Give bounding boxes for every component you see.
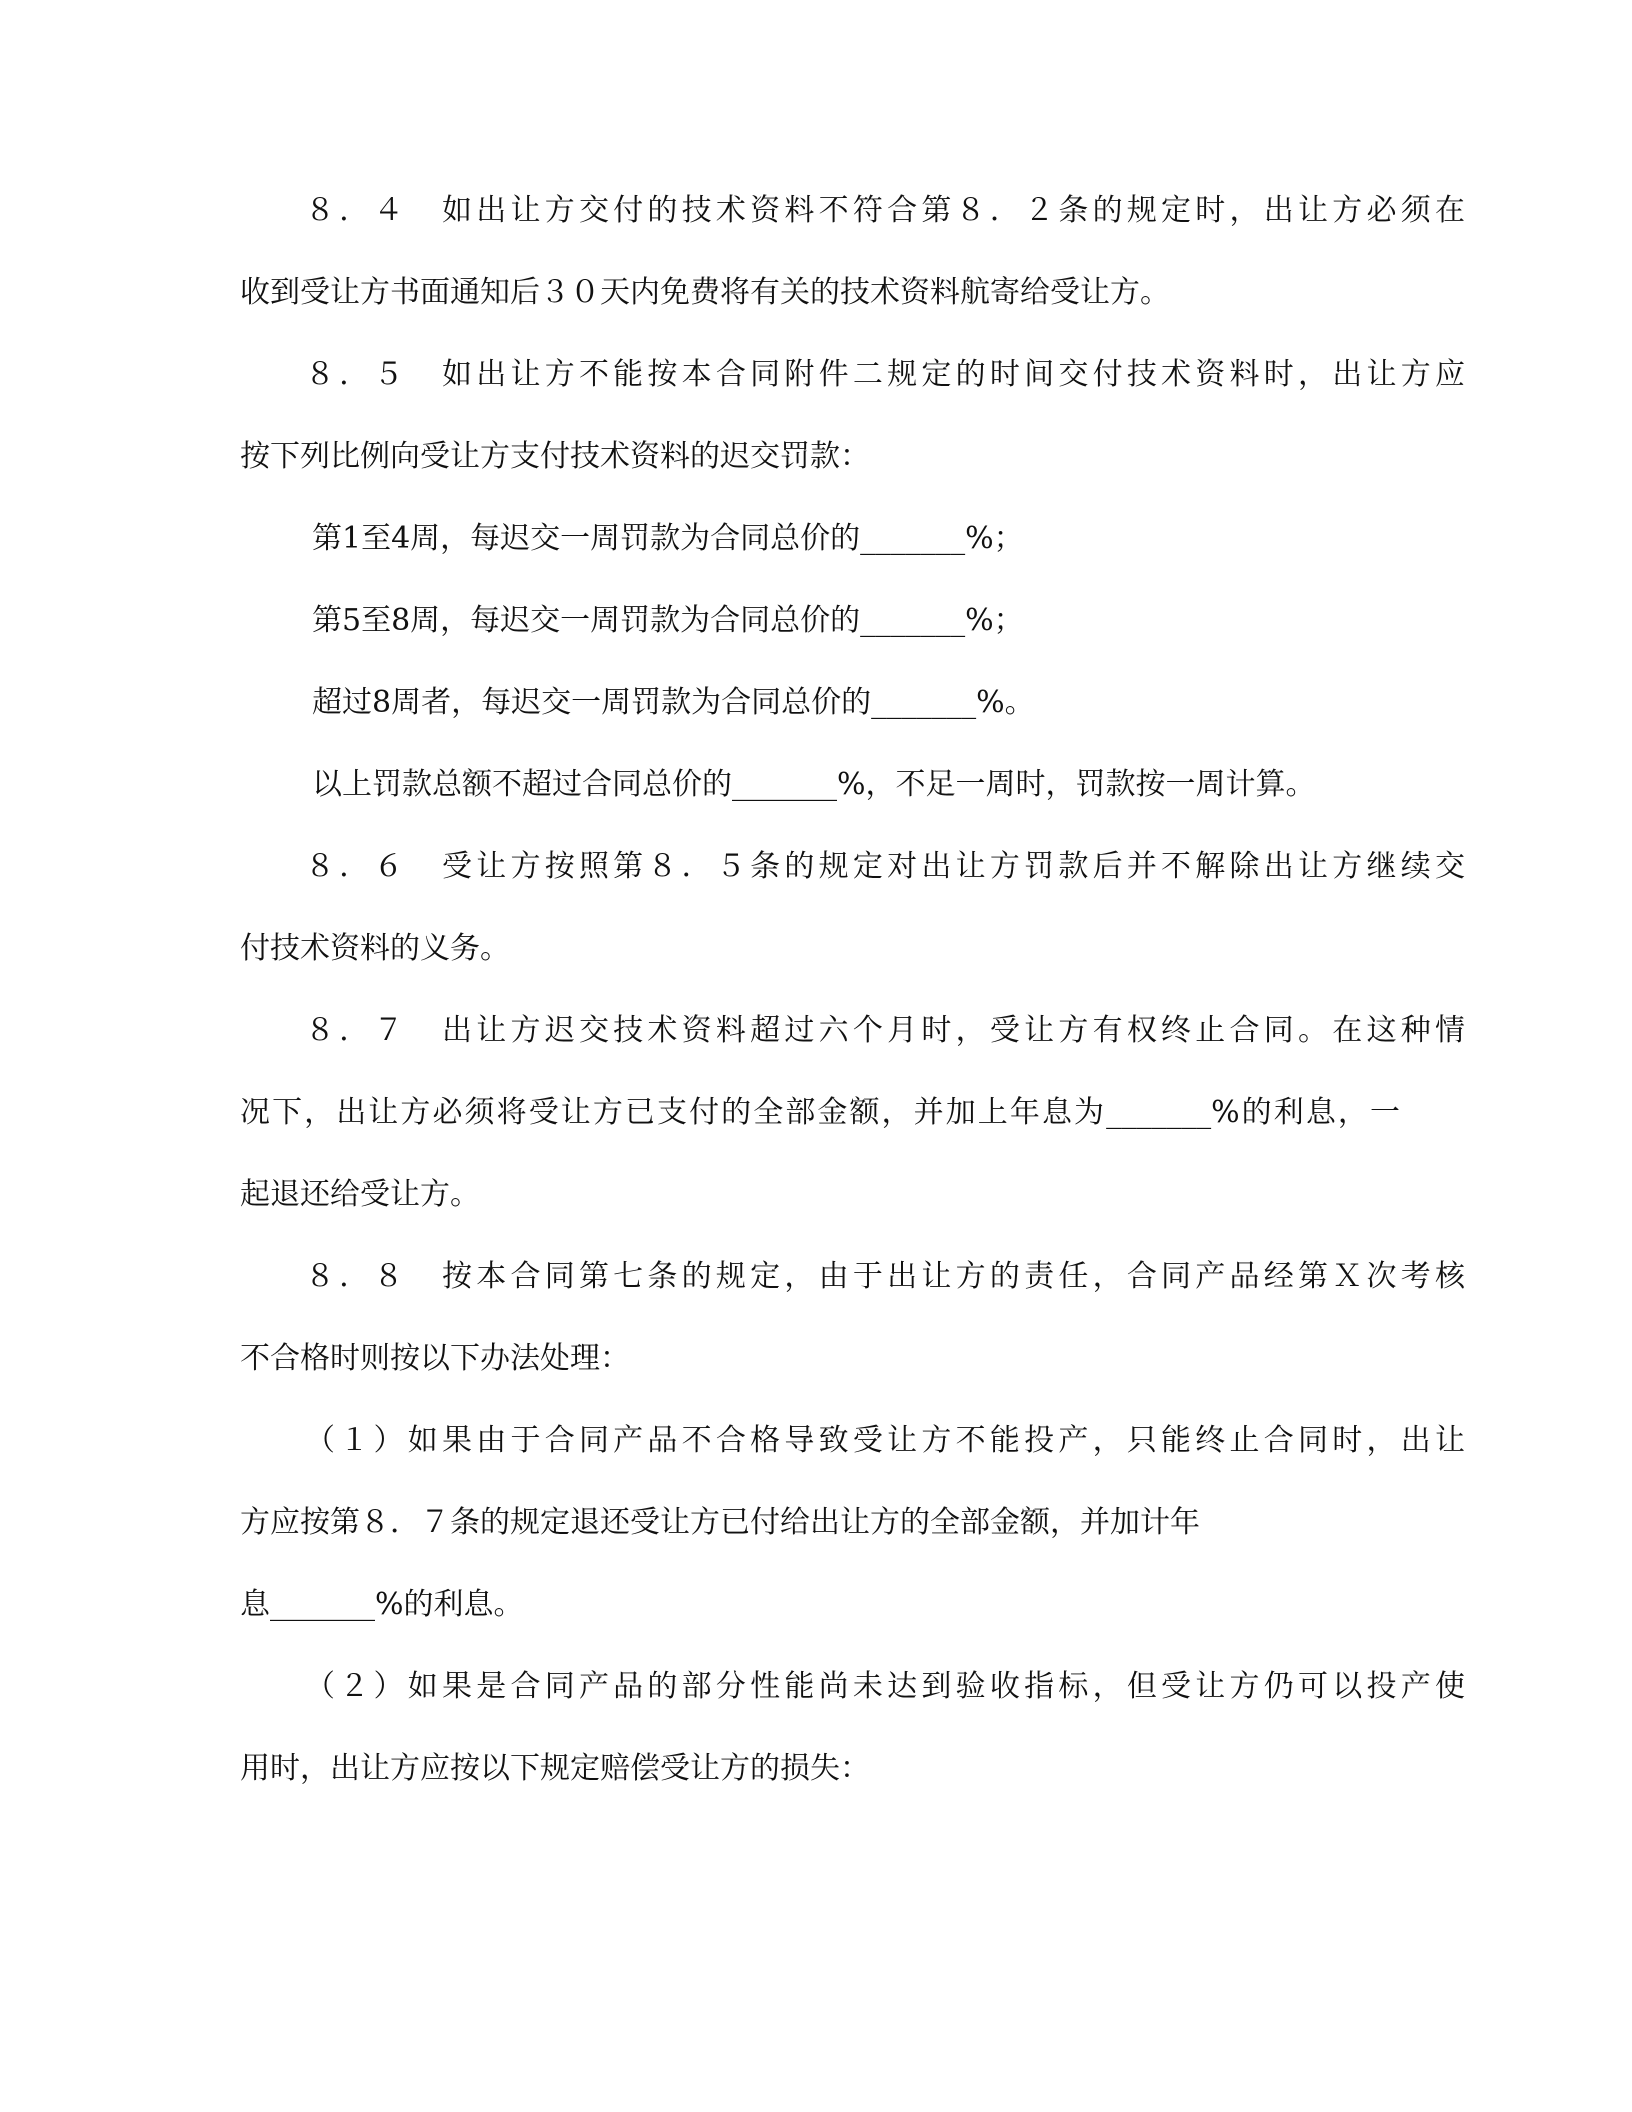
penalty-weeks-1-4: 第1至4周，每迟交一周罚款为合同总价的_______%；	[312, 521, 1024, 556]
clause-8-8-line-1: ８．８ 按本合同第七条的规定，由于出让方的责任，合同产品经第Ｘ次考核	[305, 1259, 1465, 1294]
clause-8-7-line-1: ８．７ 出让方迟交技术资料超过六个月时，受让方有权终止合同。在这种情	[305, 1013, 1465, 1048]
clause-8-4-line-1: ８．４ 如出让方交付的技术资料不符合第８．２条的规定时，出让方必须在	[305, 193, 1465, 228]
item-1-line-1: （１）如果由于合同产品不合格导致受让方不能投产，只能终止合同时，出让	[305, 1423, 1465, 1458]
item-1-line-3: 息_______%的利息。	[240, 1587, 524, 1622]
penalty-over-8-weeks: 超过8周者，每迟交一周罚款为合同总价的_______%。	[312, 685, 1035, 720]
item-2-line-1: （２）如果是合同产品的部分性能尚未达到验收指标，但受让方仍可以投产使	[305, 1669, 1465, 1704]
clause-8-4-line-2: 收到受让方书面通知后３０天内免费将有关的技术资料航寄给受让方。	[240, 275, 1170, 310]
clause-8-7-line-3: 起退还给受让方。	[240, 1177, 480, 1212]
item-2-line-2: 用时，出让方应按以下规定赔偿受让方的损失：	[240, 1751, 870, 1786]
clause-8-7-line-2: 况下，出让方必须将受让方已支付的全部金额，并加上年息为_______%的利息，一	[240, 1095, 1400, 1130]
clause-8-8-line-2: 不合格时则按以下办法处理：	[240, 1341, 630, 1376]
clause-8-5-line-2: 按下列比例向受让方支付技术资料的迟交罚款：	[240, 439, 870, 474]
clause-8-6-line-2: 付技术资料的义务。	[240, 931, 510, 966]
penalty-weeks-5-8: 第5至8周，每迟交一周罚款为合同总价的_______%；	[312, 603, 1024, 638]
item-1-line-2: 方应按第８．７条的规定退还受让方已付给出让方的全部金额，并加计年	[240, 1505, 1200, 1540]
clause-8-5-line-1: ８．５ 如出让方不能按本合同附件二规定的时间交付技术资料时，出让方应	[305, 357, 1465, 392]
clause-8-6-line-1: ８．６ 受让方按照第８．５条的规定对出让方罚款后并不解除出让方继续交	[305, 849, 1465, 884]
penalty-total-cap: 以上罚款总额不超过合同总价的_______%，不足一周时，罚款按一周计算。	[312, 767, 1316, 802]
